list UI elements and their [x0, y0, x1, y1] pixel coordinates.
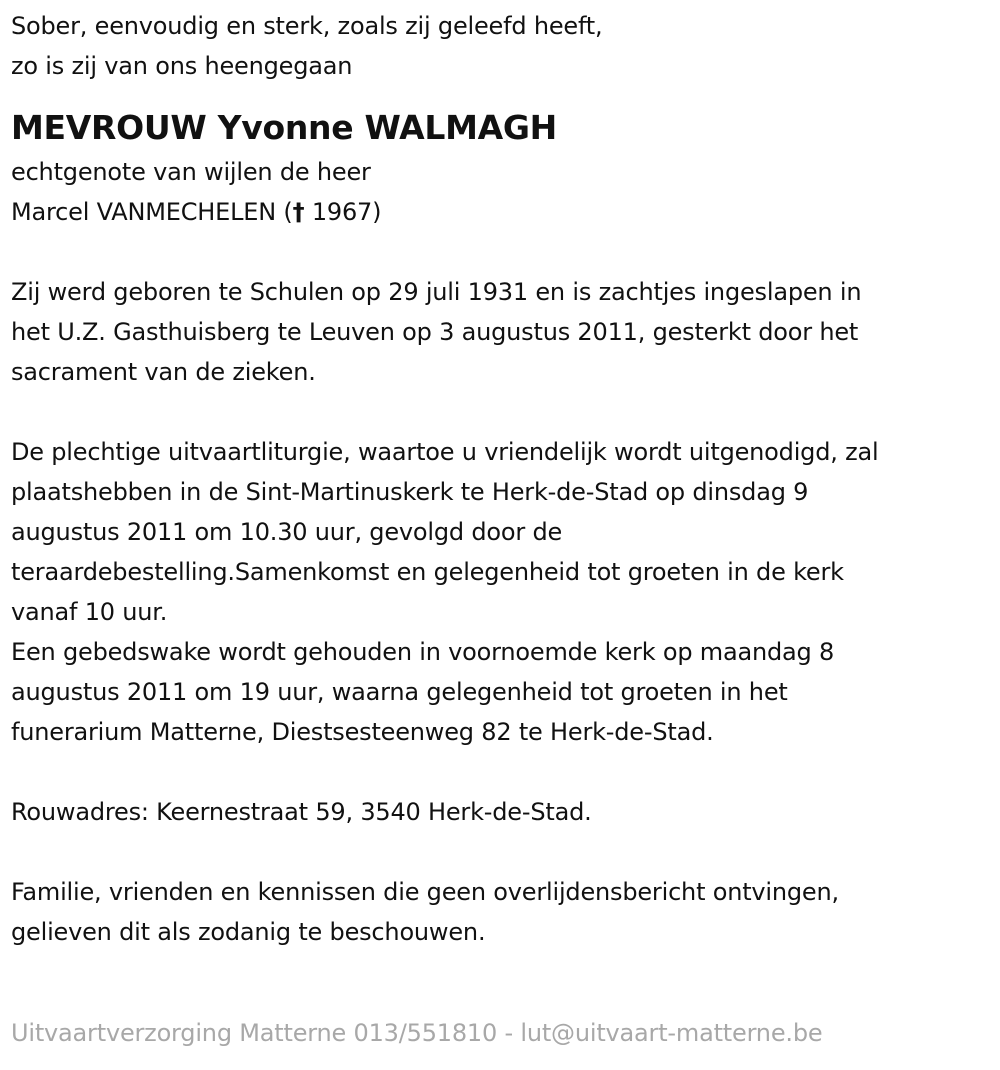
spouse-name-line [11, 192, 996, 232]
paragraph-line: vanaf 10 uur. [11, 598, 168, 626]
paragraph-line: Een gebedswake wordt gehouden in voornoemde kerk op maandag 8 [11, 638, 835, 666]
spouse-line: echtgenote van wijlen de heer [11, 158, 371, 186]
mourning-address: Rouwadres: Keernestraat 59, 3540 Herk-de-Stad. [11, 798, 592, 826]
paragraph-line: het U.Z. Gasthuisberg te Leuven op 3 augustus 2011, gesterkt door het [11, 318, 859, 346]
funeral-home-footer: Uitvaartverzorging Matterne 013/551810 - lut@uitvaart-matterne.be [11, 1019, 823, 1047]
intro-line: Sober, eenvoudig en sterk, zoals zij geleefd heeft, [11, 12, 603, 40]
spouse-death-year: 1967) [304, 198, 382, 226]
funeral-paragraph [11, 432, 996, 752]
paragraph-line: augustus 2011 om 19 uur, waarna gelegenheid tot groeten in het [11, 678, 788, 706]
paragraph-line: De plechtige uitvaartliturgie, waartoe u vriendelijk wordt uitgenodigd, zal [11, 438, 879, 466]
paragraph-line: Familie, vrienden en kennissen die geen overlijdensbericht ontvingen, [11, 878, 839, 906]
paragraph-line: funerarium Matterne, Diestsesteenweg 82 te Herk-de-Stad. [11, 718, 714, 746]
paragraph-line: Zij werd geboren te Schulen op 29 juli 1931 en is zachtjes ingeslapen in [11, 278, 862, 306]
intro-line: zo is zij van ons heengegaan [11, 52, 353, 80]
paragraph-line: gelieven dit als zodanig te beschouwen. [11, 918, 486, 946]
paragraph-line: augustus 2011 om 10.30 uur, gevolgd door de [11, 518, 563, 546]
cross-icon: † [292, 198, 305, 226]
paragraph-line: plaatshebben in de Sint-Martinuskerk te Herk-de-Stad op dinsdag 9 [11, 478, 809, 506]
spouse-name: Marcel VANMECHELEN ( [11, 198, 293, 226]
intro-verse [11, 6, 996, 86]
deceased-name: MEVROUW Yvonne WALMAGH [11, 108, 557, 147]
obituary-notice [11, 6, 996, 952]
deceased-block [11, 104, 996, 232]
paragraph-line: sacrament van de zieken. [11, 358, 316, 386]
notice-paragraph [11, 872, 996, 952]
paragraph-line: teraardebestelling.Samenkomst en gelegenheid tot groeten in de kerk [11, 558, 844, 586]
birth-death-paragraph [11, 272, 996, 392]
